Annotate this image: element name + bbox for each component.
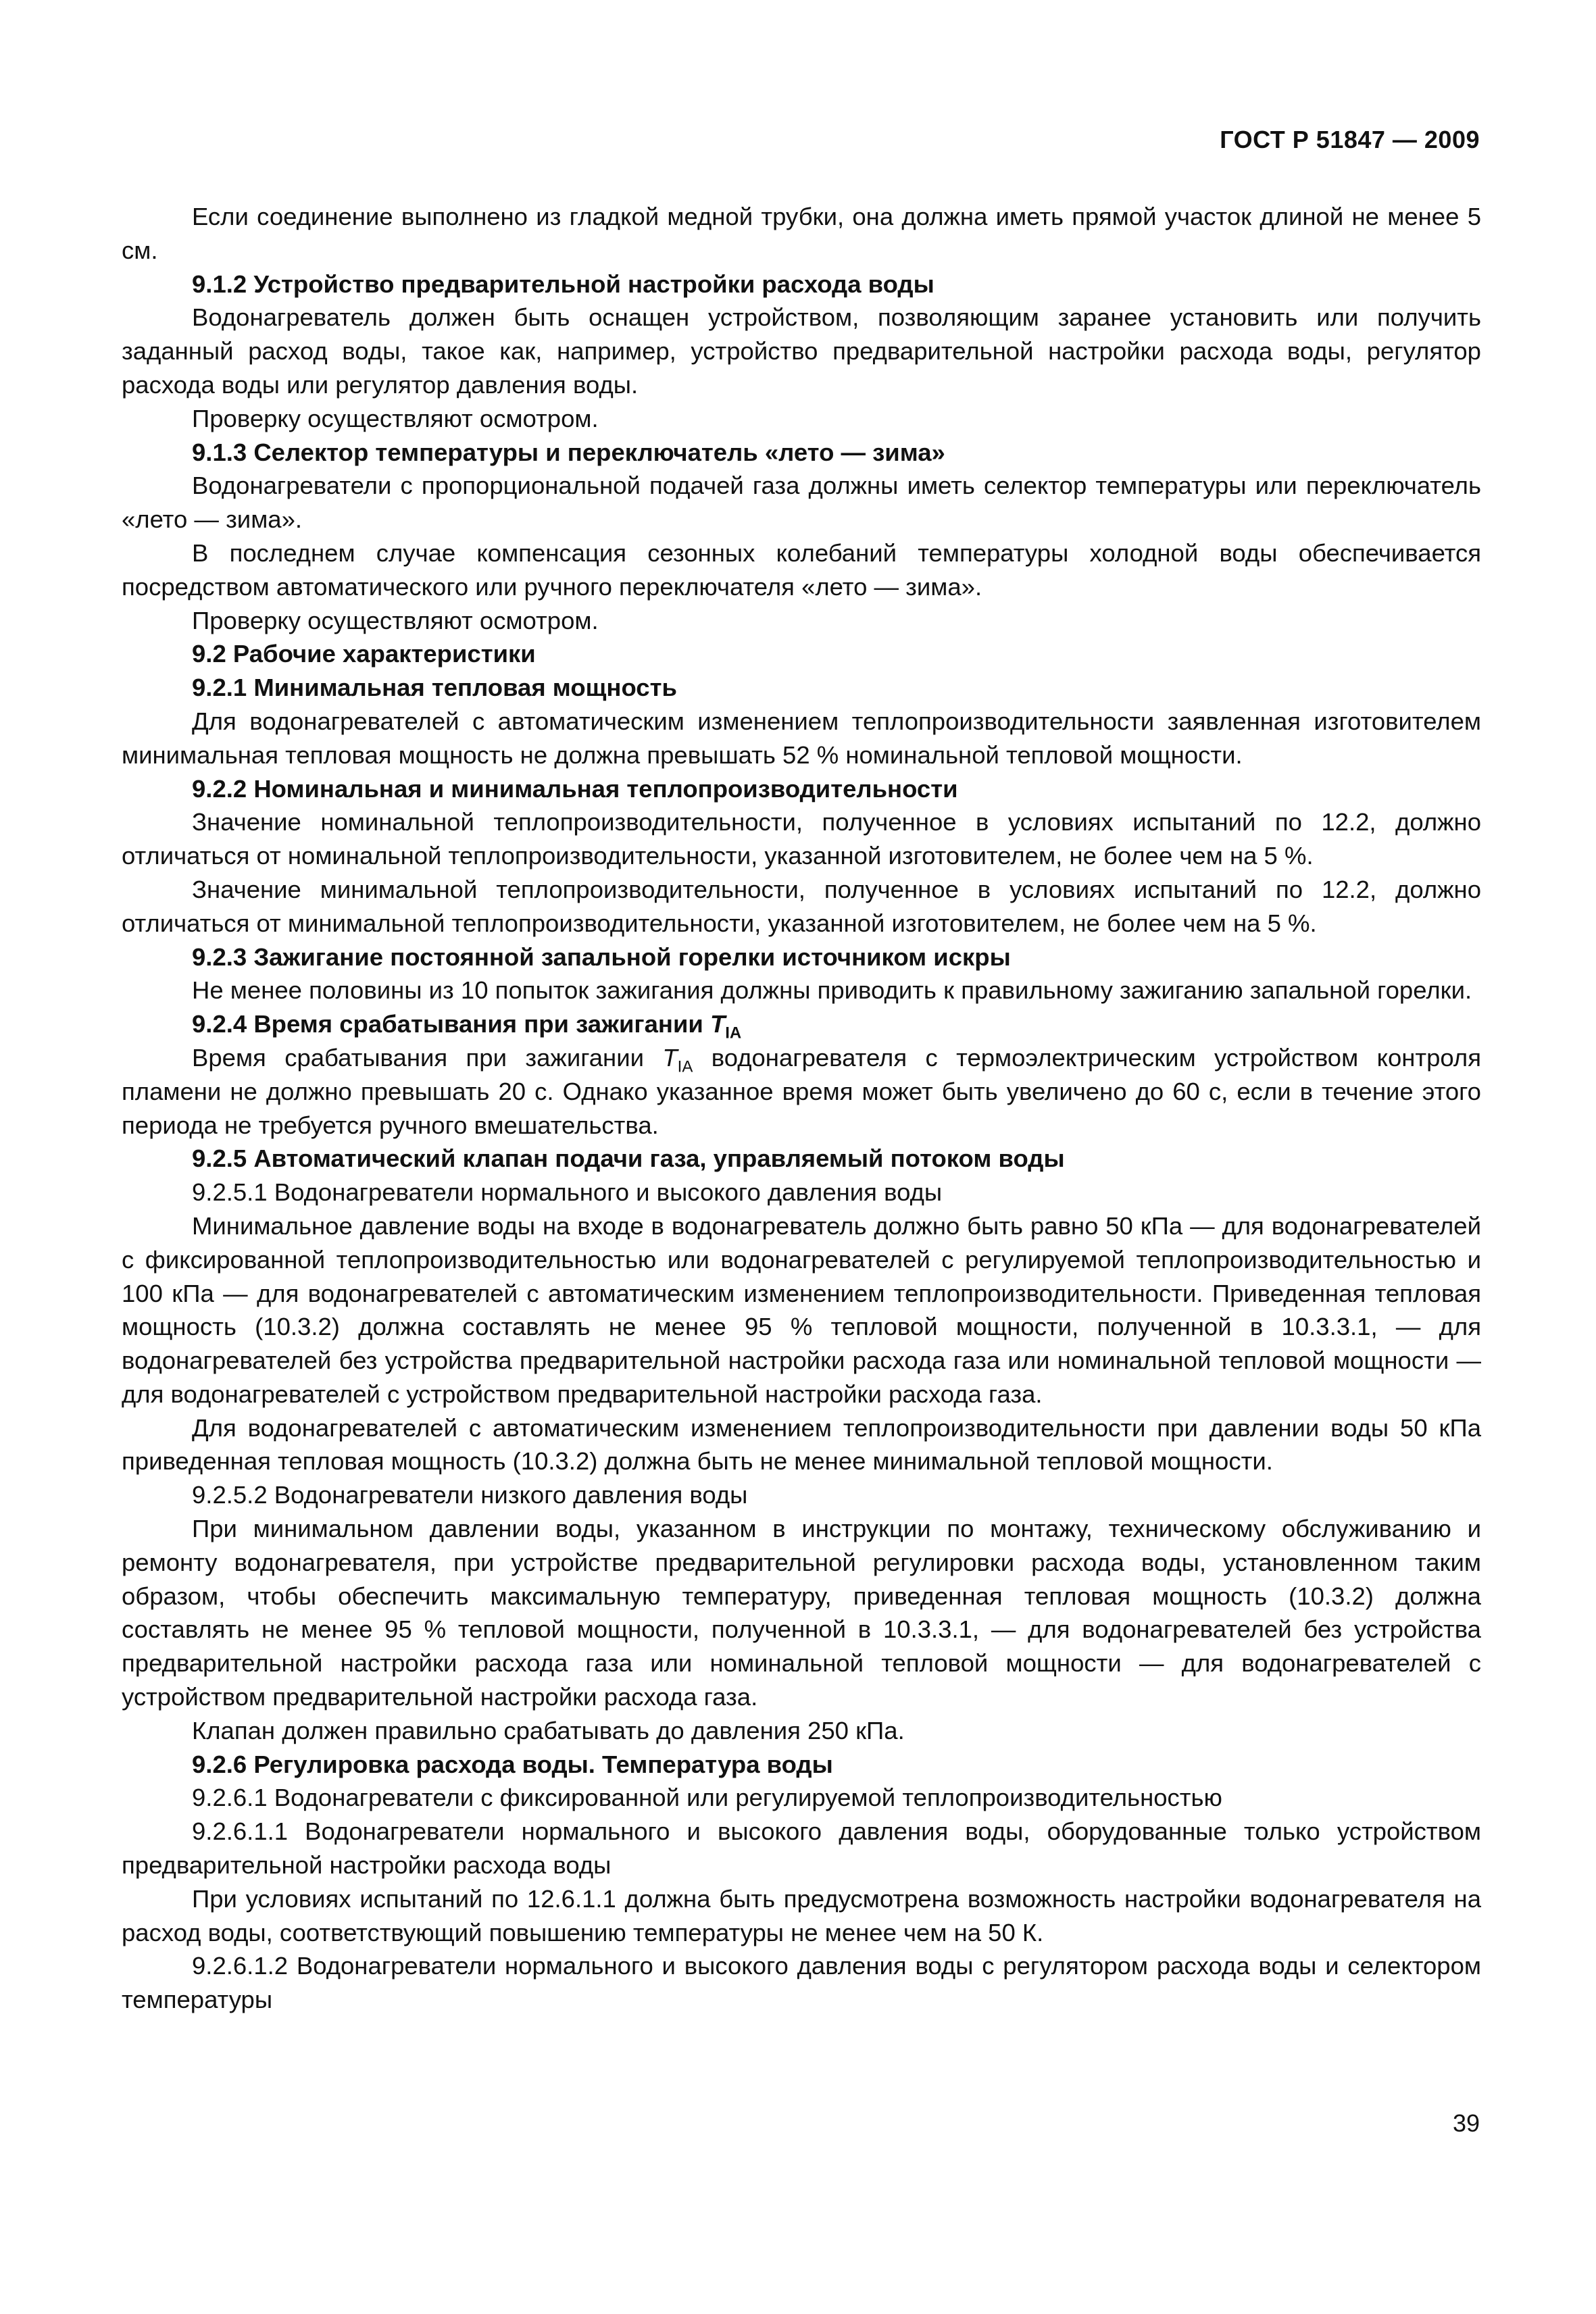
- section-heading: 9.1.2 Устройство предварительной настройки расхода воды: [192, 270, 934, 298]
- paragraph: Проверку осуществляют осмотром.: [192, 606, 599, 634]
- section-heading: 9.1.3 Селектор температуры и переключатель «лето — зима»: [192, 438, 945, 466]
- section-heading: 9.2.3 Зажигание постоянной запальной горелки источником искры: [192, 942, 1011, 971]
- symbol-main: T: [662, 1043, 678, 1072]
- paragraph: При минимальном давлении воды, указанном в инструкции по монтажу, техническому обслуживанию и ремонту водонагревателя, при устройстве предварительной регулировки расхода воды, установленном таким образом, чтобы обеспечить максимальную температуру, приведенная тепловая мощность (10.3.2) должна составлять не менее 95 % тепловой мощности, полученной в 10.3.3.1, — для водонагревателей без устройства предварительной настройки расхода газа или номинальной тепловой мощности — для водонагревателей с устройством предварительной настройки расхода газа.: [122, 1515, 1481, 1711]
- page-number: 39: [1452, 2109, 1480, 2137]
- paragraph: Значение минимальной теплопроизводительности, полученное в условиях испытаний по 12.2, должно отличаться от минимальной теплопроизводительности, указанной изготовителем, не более чем на 5 %.: [122, 875, 1481, 937]
- symbol-subscript: IA: [677, 1057, 693, 1076]
- paragraph: При условиях испытаний по 12.6.1.1 должна быть предусмотрена возможность настройки водонагревателя на расход воды, соответствующий повышению температуры не менее чем на 50 К.: [122, 1884, 1481, 1946]
- paragraph: [122, 1041, 1481, 1142]
- symbol-t-ia: [709, 1010, 742, 1042]
- paragraph: Значение номинальной теплопроизводительности, полученное в условиях испытаний по 12.2, должно отличаться от номинальной теплопроизводительности, указанной изготовителем, не более чем на 5 %.: [122, 808, 1481, 870]
- subsection-title: 9.2.5.1 Водонагреватели нормального и высокого давления воды: [192, 1178, 943, 1207]
- document-code-header: ГОСТ Р 51847 — 2009: [1220, 126, 1480, 153]
- paragraph: Клапан должен правильно срабатывать до давления 250 кПа.: [192, 1716, 905, 1744]
- subsection-title: 9.2.6.1.2 Водонагреватели нормального и высокого давления воды с регулятором расхода воды и селектором температуры: [122, 1952, 1481, 2014]
- symbol-main: T: [709, 1010, 726, 1038]
- document-body: [122, 200, 1481, 2017]
- paragraph: Водонагреватели с пропорциональной подачей газа должны иметь селектор температуры или переключатель «лето — зима».: [122, 472, 1481, 534]
- section-heading: 9.2 Рабочие характеристики: [192, 640, 536, 668]
- subsection-title: 9.2.6.1.1 Водонагреватели нормального и высокого давления воды, оборудованные только устройством предварительной настройки расхода воды: [122, 1817, 1481, 1880]
- subsection-title: 9.2.6.1 Водонагреватели с фиксированной или регулируемой теплопроизводительностью: [192, 1784, 1222, 1812]
- paragraph: Если соединение выполнено из гладкой медной трубки, она должна иметь прямой участок длиной не менее 5 см.: [122, 203, 1481, 264]
- paragraph-text: водонагревателя с термоэлектрическим устройством контроля пламени не должно превышать 20 с. Однако указанное время может быть увеличено до 60 с, если в течение этого периода не требуется ручного вмешательства.: [122, 1043, 1481, 1139]
- subsection-title: 9.2.5.2 Водонагреватели низкого давления воды: [192, 1481, 748, 1509]
- section-heading: 9.2.1 Минимальная тепловая мощность: [192, 674, 677, 702]
- paragraph: Для водонагревателей с автоматическим изменением теплопроизводительности заявленная изготовителем минимальная тепловая мощность не должна превышать 52 % номинальной тепловой мощности.: [122, 707, 1481, 769]
- section-heading: 9.2.6 Регулировка расхода воды. Температура воды: [192, 1750, 833, 1778]
- paragraph: Для водонагревателей с автоматическим изменением теплопроизводительности при давлении воды 50 кПа приведенная тепловая мощность (10.3.2) должна быть не менее минимальной тепловой мощности.: [122, 1413, 1481, 1476]
- paragraph: Минимальное давление воды на входе в водонагреватель должно быть равно 50 кПа — для водонагревателей с фиксированной теплопроизводительностью или водонагревателей с регулируемой теплопроизводительностью и 100 кПа — для водонагревателей с автоматическим изменением теплопроизводительности. Приведенная тепловая мощность (10.3.2) должна составлять не менее 95 % тепловой мощности, полученной в 10.3.3.1, — для водонагревателей без устройства предварительной настройки расхода газа или номинальной тепловой мощности — для водонагревателей с устройством предварительной настройки расхода газа.: [122, 1211, 1481, 1408]
- paragraph: Проверку осуществляют осмотром.: [192, 404, 599, 432]
- paragraph: Не менее половины из 10 попыток зажигания должны приводить к правильному зажиганию запальной горелки.: [192, 976, 1472, 1005]
- section-heading: [122, 1007, 1481, 1041]
- heading-text: 9.2.4 Время срабатывания при зажигании: [192, 1010, 710, 1038]
- symbol-subscript: IA: [725, 1024, 742, 1042]
- section-heading: 9.2.5 Автоматический клапан подачи газа, управляемый потоком воды: [192, 1145, 1065, 1173]
- paragraph-text: Время срабатывания при зажигании: [192, 1043, 663, 1072]
- paragraph: Водонагреватель должен быть оснащен устройством, позволяющим заранее установить или получить заданный расход воды, такое как, например, устройство предварительной настройки расхода воды, регулятор расхода воды или регулятор давления воды.: [122, 303, 1481, 399]
- paragraph: В последнем случае компенсация сезонных колебаний температуры холодной воды обеспечивается посредством автоматического или ручного переключателя «лето — зима».: [122, 538, 1481, 601]
- section-heading: 9.2.2 Номинальная и минимальная теплопроизводительности: [192, 774, 958, 803]
- symbol-t-ia: [662, 1043, 693, 1076]
